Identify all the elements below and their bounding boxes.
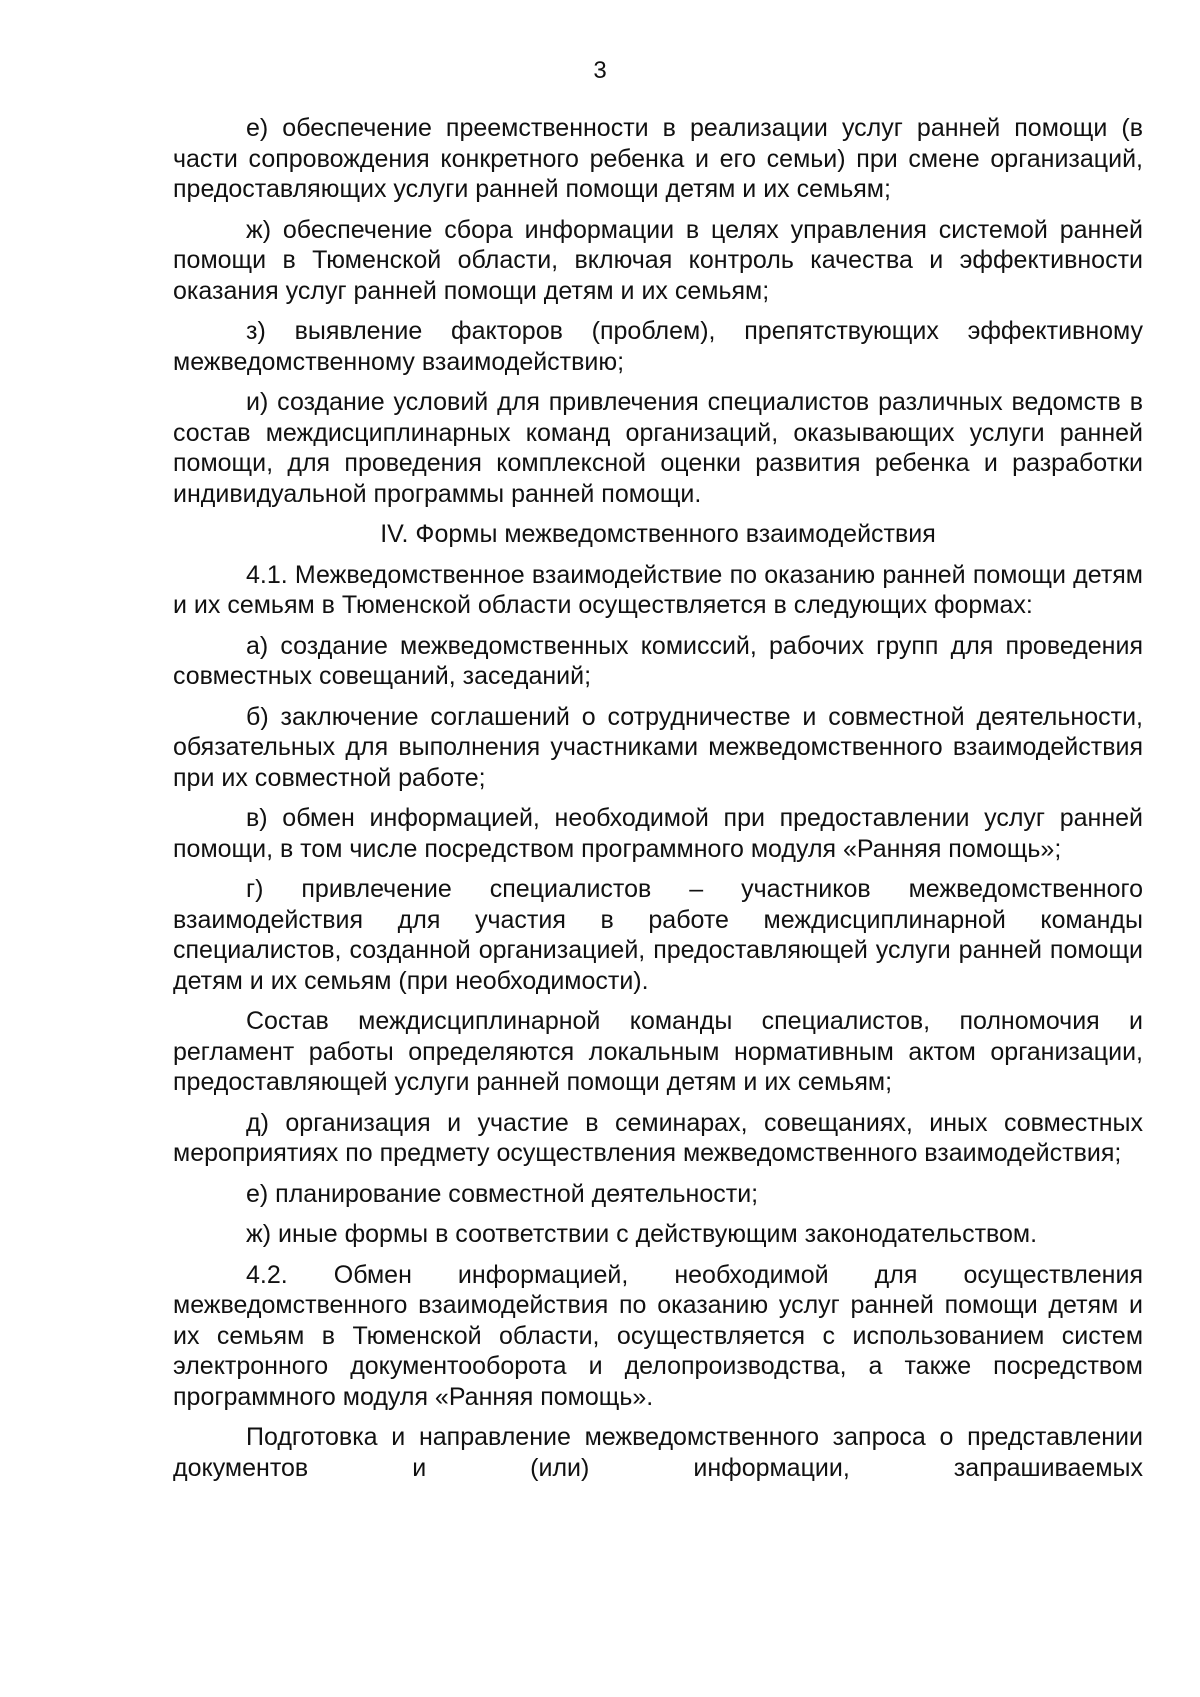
paragraph-zh-other-forms: ж) иные формы в соответствии с действующим законодательством. <box>246 1220 1038 1248</box>
paragraph-d-seminars: д) организация и участие в семинарах, совещаниях, иных совместных мероприятиях по предмету осуществления межведомственного взаимодействия; <box>173 1108 1143 1167</box>
paragraph-e-planning: е) планирование совместной деятельности; <box>246 1179 759 1208</box>
paragraph-team-composition: Состав междисциплинарной команды специалистов, полномочия и регламент работы определяются локальным нормативным актом организации, предоставляющей услуги ранней помощи детям и их семьям; <box>173 1007 1143 1096</box>
paragraph-4-2: 4.2. Обмен информацией, необходимой для осуществления межведомственного взаимодействия по оказанию услуг ранней помощи детям и их семьям в Тюменской области, осуществляется с использованием систем электронного документооборота и делопроизводства, а также посредством программного модуля «Ранняя помощь». <box>173 1260 1143 1411</box>
paragraph-a-commissions: а) создание межведомственных комиссий, рабочих групп для проведения совместных совещаний, заседаний; <box>173 631 1143 690</box>
document-body <box>173 113 1143 1493</box>
paragraph-request-preparation: Подготовка и направление межведомственного запроса о представлении документов и (или) информации, запрашиваемых <box>173 1423 1143 1482</box>
paragraph-4-1: 4.1. Межведомственное взаимодействие по оказанию ранней помощи детям и их семьям в Тюменской области осуществляется в следующих формах: <box>173 560 1143 619</box>
paragraph-g-specialists: г) привлечение специалистов – участников межведомственного взаимодействия для участия в работе междисциплинарной команды специалистов, созданной организацией, предоставляющей услуги ранней помощи детям и их семьям (при необходимости). <box>173 875 1143 995</box>
paragraph-e-continuity: е) обеспечение преемственности в реализации услуг ранней помощи (в части сопровождения конкретного ребенка и его семьи) при смене организаций, предоставляющих услуги ранней помощи детям и их семьям; <box>173 114 1143 203</box>
paragraph-b-agreements: б) заключение соглашений о сотрудничестве и совместной деятельности, обязательных для выполнения участниками межведомственного взаимодействия при их совместной работе; <box>173 702 1143 792</box>
paragraph-v-information-exchange: в) обмен информацией, необходимой при предоставлении услуг ранней помощи, в том числе посредством программного модуля «Ранняя помощь»; <box>173 804 1143 863</box>
paragraph-zh-info-collection: ж) обеспечение сбора информации в целях управления системой ранней помощи в Тюменской области, включая контроль качества и эффективности оказания услуг ранней помощи детям и их семьям; <box>173 215 1143 305</box>
paragraph-i-conditions: и) создание условий для привлечения специалистов различных ведомств в состав междисциплинарных команд организаций, оказывающих услуги ранней помощи, для проведения комплексной оценки развития ребенка и разработки индивидуальной программы ранней помощи. <box>173 388 1143 508</box>
page-number: 3 <box>593 57 607 84</box>
section-heading-iv: IV. Формы межведомственного взаимодействия <box>380 520 936 548</box>
paragraph-z-factors: з) выявление факторов (проблем), препятствующих эффективному межведомственному взаимодействию; <box>173 317 1143 376</box>
